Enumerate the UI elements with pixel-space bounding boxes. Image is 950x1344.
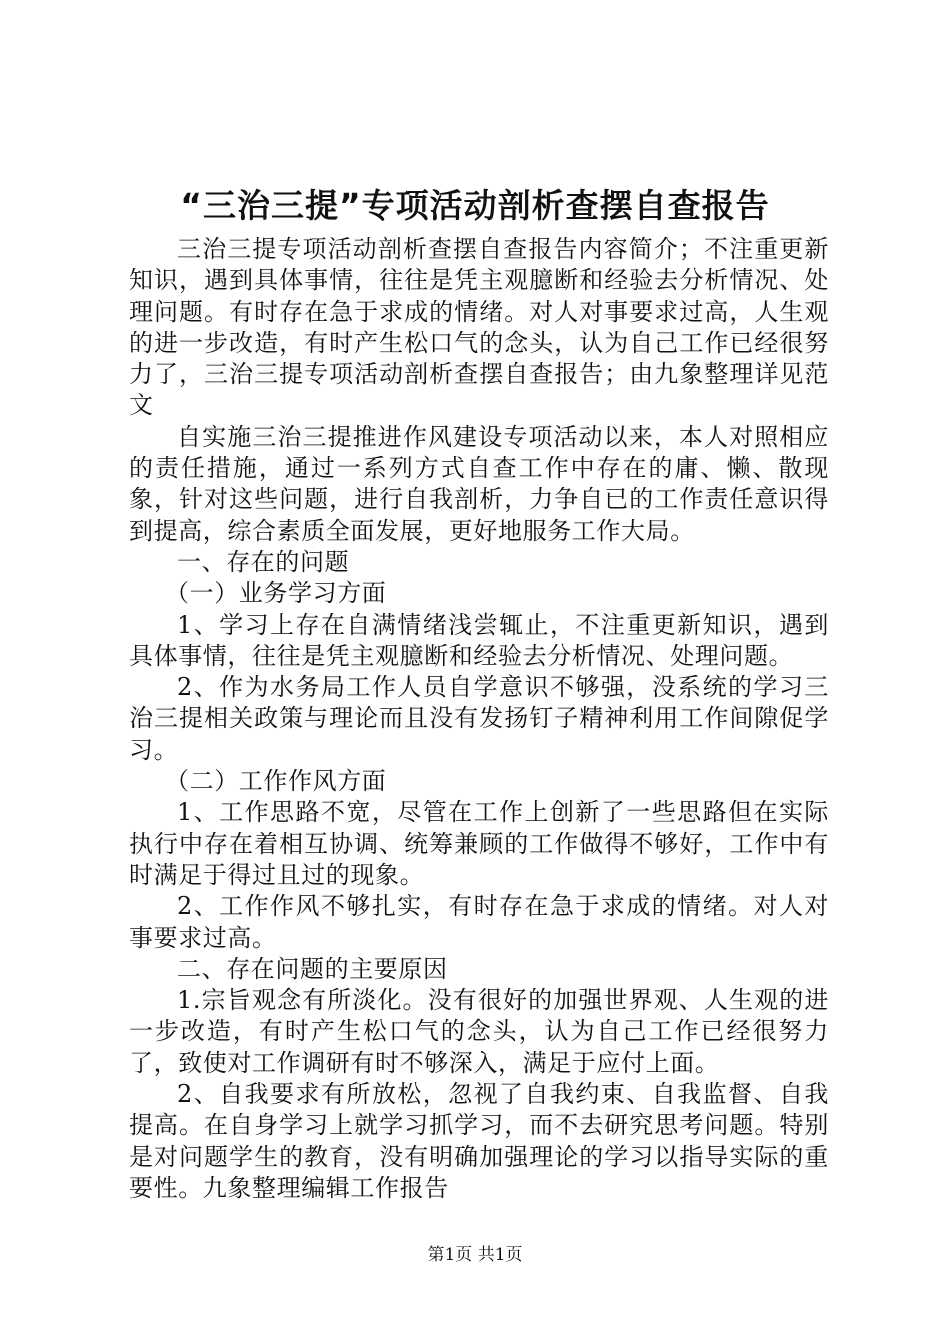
section-heading-problems: 一、存在的问题 bbox=[177, 547, 350, 576]
study-item-1: 1、学习上存在自满情绪浅尝辄止，不注重更新知识，遇到具体事情，往往是凭主观臆断和经验去分析情况、处理问题。 bbox=[129, 610, 829, 670]
page-footer: 第1页 共1页 bbox=[427, 1245, 523, 1265]
section-heading-causes: 二、存在问题的主要原因 bbox=[177, 954, 448, 983]
cause-item-2: 2、自我要求有所放松，忽视了自我约束、自我监督、自我提高。在自身学习上就学习抓学习，而不去研究思考问题。特别是对问题学生的教育，没有明确加强理论的学习以指导实际的重要性。九象整理编辑工作报告 bbox=[129, 1080, 829, 1202]
document-title: “三治三提”专项活动剖析查摆自查报告 bbox=[180, 186, 770, 225]
overview-paragraph: 自实施三治三提推进作风建设专项活动以来，本人对照相应的责任措施，通过一系列方式自查工作中存在的庸、懒、散现象，针对这些问题，进行自我剖析，力争自已的工作责任意识得到提高，综合素质全面发展，更好地服务工作大局。 bbox=[129, 422, 829, 545]
study-item-2: 2、作为水务局工作人员自学意识不够强，没系统的学习三治三提相关政策与理论而且没有发扬钉子精神利用工作间隙促学习。 bbox=[129, 673, 829, 764]
cause-item-1: 1.宗旨观念有所淡化。没有很好的加强世界观、人生观的进一步改造，有时产生松口气的念头，认为自己工作已经很努力了，致使对工作调研有时不够深入，满足于应付上面。 bbox=[129, 986, 829, 1077]
intro-paragraph: 三治三提专项活动剖析查摆自查报告内容简介；不注重更新知识，遇到具体事情，往往是凭主观臆断和经验去分析情况、处理问题。有时存在急于求成的情绪。对人对事要求过高，人生观的进一步改造，有时产生松口气的念头，认为自己工作已经很努力了，三治三提专项活动剖析查摆自查报告；由九象整理详见范文 bbox=[129, 235, 829, 420]
document-body bbox=[129, 234, 829, 1204]
workstyle-item-1: 1、工作思路不宽，尽管在工作上创新了一些思路但在实际执行中存在着相互协调、统筹兼顾的工作做得不够好，工作中有时满足于得过且过的现象。 bbox=[129, 798, 829, 889]
subsection-heading-workstyle: （二）工作作风方面 bbox=[165, 767, 387, 796]
workstyle-item-2: 2、工作作风不够扎实，有时存在急于求成的情绪。对人对事要求过高。 bbox=[129, 892, 829, 952]
subsection-heading-study: （一）业务学习方面 bbox=[165, 579, 387, 608]
